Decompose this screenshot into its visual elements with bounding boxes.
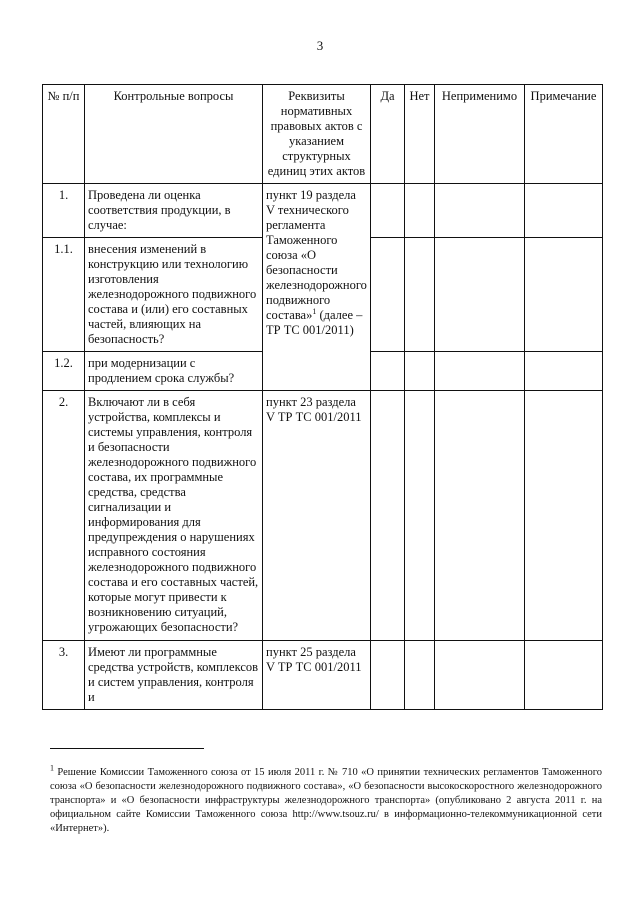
cell-no [405,641,435,710]
table-row [43,641,603,710]
row-number: 2. [43,391,85,641]
cell-no [405,391,435,641]
row-question: внесения изменений в конструкцию или технологию изготовления железнодорожного подвижного состава и (или) его составных частей, влияющих на безопасность? [85,238,263,352]
row-number: 1.1. [43,238,85,352]
cell-not-applicable [435,238,525,352]
cell-not-applicable [435,641,525,710]
row-question: Включают ли в себя устройства, комплексы и системы управления, контроля и безопасности железнодорожного подвижного состава, их программные средства, средства сигнализации и информирования для предупреждения о нарушениях исправного состояния железнодорожного подвижного состава и его составных частей, которые могут привести к возникновению ситуаций, угрожающих безопасности? [85,391,263,641]
footnote-text: Решение Комиссии Таможенного союза от 15 июля 2011 г. № 710 «О принятии технических регламентов Таможенного союза «О безопасности железнодорожного подвижного состава», «О безопасности высокоскоростного железнодорожного транспорта» и «О безопасности инфраструктуры железнодорожного транспорта» (опубликовано 2 августа 2011 г. на официальном сайте Комиссии Таможенного союза http://www.tsouz.ru/ в информационно-телекоммуникационной сети «Интернет»). [50,767,602,834]
header-note: Примечание [525,85,603,184]
footnote [50,763,602,836]
cell-no [405,352,435,391]
cell-note [525,184,603,238]
table-row [43,184,603,238]
requisite-text: пункт 19 раздела V технического регламента Таможенного союза «О безопасности железнодорожного подвижного состава» [266,188,367,322]
cell-yes [371,641,405,710]
cell-yes [371,352,405,391]
cell-yes [371,238,405,352]
footnote-marker: 1 [50,763,54,773]
header-yes: Да [371,85,405,184]
cell-not-applicable [435,352,525,391]
cell-no [405,184,435,238]
row-requisite: пункт 23 раздела V ТР ТС 001/2011 [263,391,371,641]
requisite-text-tail: (далее – ТР ТС 001/2011) [266,308,363,337]
cell-note [525,238,603,352]
cell-not-applicable [435,391,525,641]
footnote-divider [50,748,204,749]
row-question: Проведена ли оценка соответствия продукции, в случае: [85,184,263,238]
header-no: Нет [405,85,435,184]
cell-note [525,352,603,391]
row-requisite: пункт 25 раздела V ТР ТС 001/2011 [263,641,371,710]
header-not-applicable: Неприменимо [435,85,525,184]
header-requisites: Реквизиты нормативных правовых актов с указанием структурных единиц этих актов [263,85,371,184]
footnote-ref: 1 [312,306,317,316]
header-question: Контрольные вопросы [85,85,263,184]
table-header-row [43,85,603,184]
row-number: 3. [43,641,85,710]
row-number: 1. [43,184,85,238]
cell-not-applicable [435,184,525,238]
cell-yes [371,391,405,641]
row-number: 1.2. [43,352,85,391]
checklist-table [42,84,603,710]
cell-note [525,641,603,710]
table-row [43,391,603,641]
row-question: при модернизации с продлением срока службы? [85,352,263,391]
header-num: № п/п [43,85,85,184]
cell-yes [371,184,405,238]
page-number: 3 [316,38,324,53]
row-requisite [263,184,371,391]
cell-no [405,238,435,352]
row-question: Имеют ли программные средства устройств, комплексов и систем управления, контроля и [85,641,263,710]
cell-note [525,391,603,641]
